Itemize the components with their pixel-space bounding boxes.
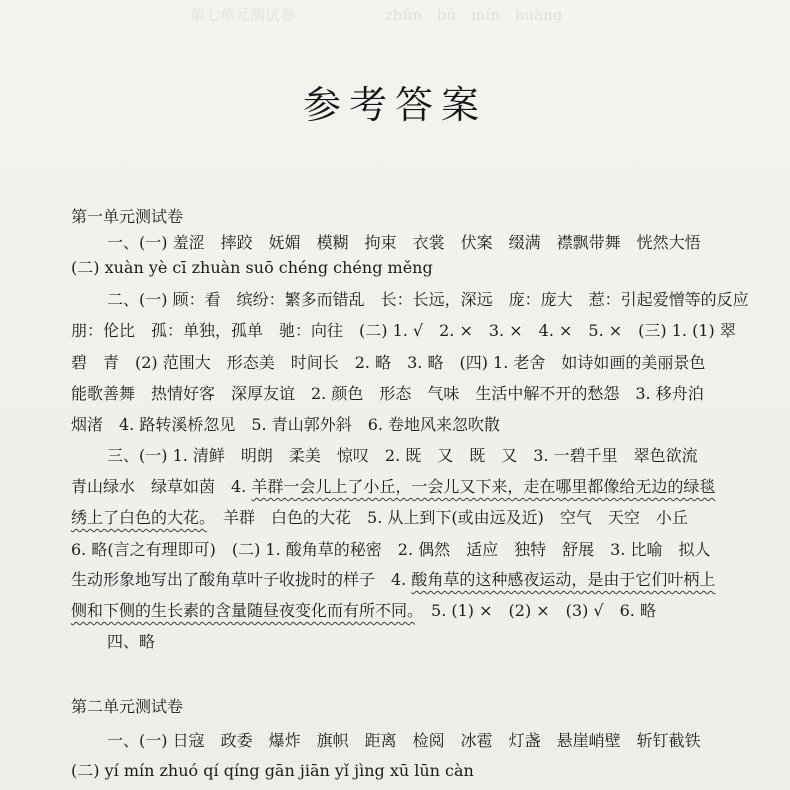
unit1-line: 碧 青 (2) 范围大 形态美 时间长 2. 略 3. 略 (四) 1. 老舍 如诗如画的美丽景色 [71, 353, 706, 372]
unit2-heading: 第二单元测试卷 [71, 697, 184, 716]
unit1-line: 三、(一) 1. 清鲜 明朗 柔美 惊叹 2. 既 又 既 又 3. 一碧千里 翠色欲流 [107, 446, 698, 465]
unit1-line: 能歌善舞 热情好客 深厚友谊 2. 颜色 形态 气味 生活中解不开的愁怨 3. 移舟泊 [71, 384, 704, 403]
unit1-line: 二、(一) 顾：看 缤纷：繁多而错乱 长：长远，深远 庞：庞大 惹：引起爱憎等的反应 [107, 290, 749, 309]
page-title: 参考答案 [302, 83, 487, 127]
unit2-line: 一、(一) 日寇 政委 爆炸 旗帜 距离 检阅 冰雹 灯盏 悬崖峭壁 斩钉截铁 [107, 731, 701, 750]
unit1-line [71, 567, 751, 593]
line-text: 生动形象地写出了酸角草叶子收拢时的样子 4. [71, 570, 412, 589]
unit1-line [71, 598, 751, 624]
unit1-line: 6. 略(言之有理即可) (二) 1. 酸角草的秘密 2. 偶然 适应 独特 舒展 3. 比喻 拟人 [71, 540, 711, 559]
underlined-answer: 羊群一会儿上了小丘，一会儿又下来，走在哪里都像给无边的绿毯 [251, 477, 716, 496]
unit1-line: 一、(一) 羞涩 摔跤 妩媚 模糊 拘束 衣裳 伏案 缀满 襟飘带舞 恍然大悟 [107, 233, 701, 252]
unit1-line: 朋：伦比 孤：单独，孤单 驰：向往 (二) 1. √ 2. × 3. × 4. × 5. × (三) 1. (1) 翠 [71, 321, 736, 340]
unit2-line: (二) yí mín zhuó qí qíng gān jiān yǐ jìng xū lūn càn [71, 761, 474, 780]
underlined-answer: 侧和下侧的生长素的含量随昼夜变化而有所不同。 [71, 601, 416, 620]
unit1-line [71, 505, 751, 531]
unit1-line: (二) xuàn yè cī zhuàn suō chéng chéng měng [71, 258, 433, 277]
line-text: 5. (1) × (2) × (3) √ 6. 略 [415, 601, 656, 620]
unit1-line [71, 474, 751, 500]
line-text: 羊群 白色的大花 5. 从上到下(或由远及近) 空气 天空 小丘 [207, 508, 688, 527]
unit1-heading: 第一单元测试卷 [71, 207, 184, 226]
unit1-line: 四、略 [107, 632, 156, 651]
line-text: 青山绿水 绿草如茵 4. [71, 477, 252, 496]
unit1-line: 烟渚 4. 路转溪桥忽见 5. 青山郭外斜 6. 卷地风来忽吹散 [71, 415, 501, 434]
underlined-answer: 绣上了白色的大花。 [71, 508, 208, 527]
bleed-through-text-top: 第七单元测试卷 zhǔn bǔ mín huàng [190, 6, 563, 24]
underlined-answer: 酸角草的这种感夜运动，是由于它们叶柄上 [411, 570, 716, 589]
